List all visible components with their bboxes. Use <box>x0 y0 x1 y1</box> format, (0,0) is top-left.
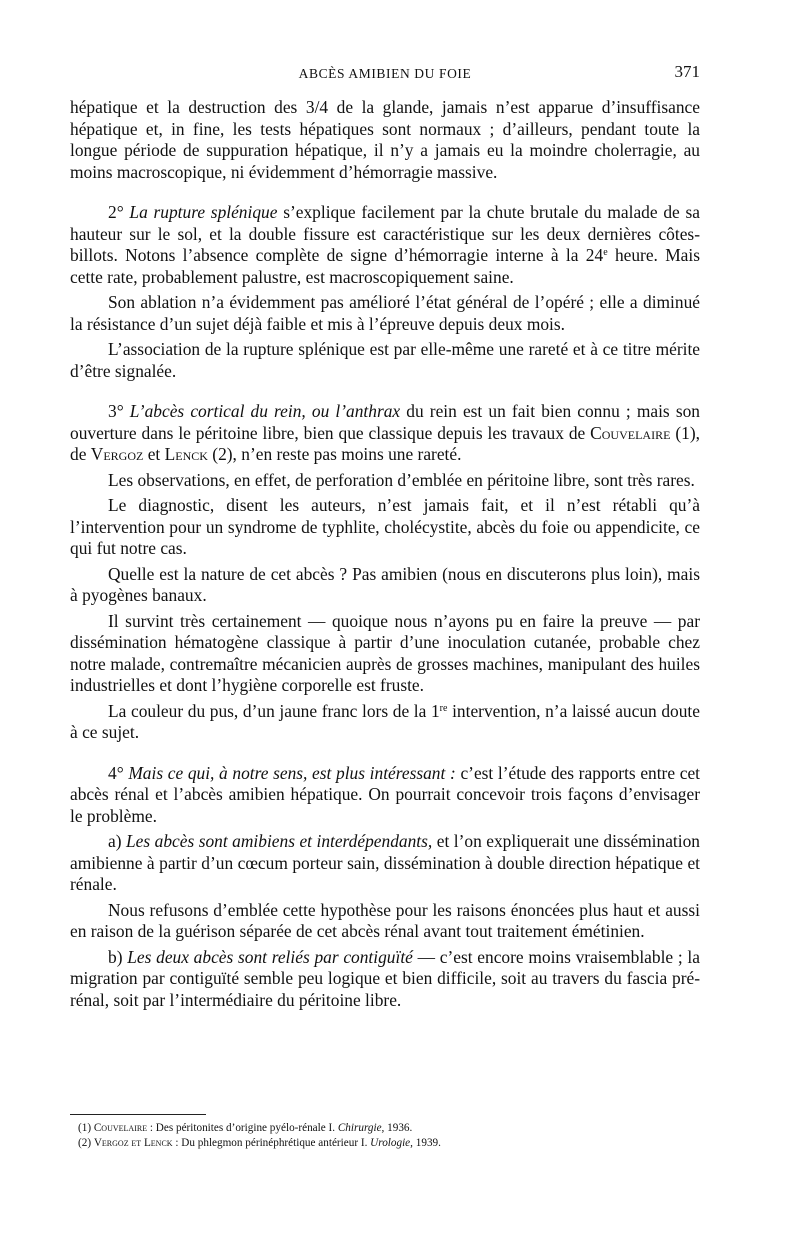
section-number: 3° <box>108 401 124 421</box>
paragraph-pus-color <box>70 701 700 744</box>
list-label: b) <box>108 946 123 967</box>
paragraph-association <box>70 339 700 382</box>
author-name: Couvelaire <box>590 422 671 443</box>
footnote-author: Vergoz et Lenck <box>93 1136 173 1149</box>
paragraph-hypothesis-b <box>70 947 700 1012</box>
footnote <box>78 1121 678 1136</box>
paragraph-refusal <box>70 900 700 943</box>
main-text <box>70 97 700 1011</box>
paragraph-text: Nous refusons d’emblée cette hypothèse pour les raisons énoncées plus haut et aussi en raison de la guérison séparée de cet abcès rénal avant tout traitement émétinien. <box>70 899 700 941</box>
paragraph-text: La couleur du pus, d’un jaune franc lors de la 1 <box>108 700 440 721</box>
paragraph-nature <box>70 564 700 607</box>
superscript: re <box>439 702 448 714</box>
paragraph-text: Son ablation n’a évidemment pas amélioré l’état général de l’opéré ; elle a diminué la résistance d’un sujet déjà faible et mis à l’épreuve depuis deux mois. <box>70 292 700 334</box>
paragraph-text: et <box>147 444 161 464</box>
paragraph-hepatic-function <box>70 97 700 183</box>
paragraph-text: (1), de <box>70 422 700 464</box>
paragraph-text: L’association de la rupture splénique est par elle-même une rareté et à ce titre mérite d’être signalée. <box>70 339 700 381</box>
hypothesis-title: Les abcès sont amibiens et interdépendants, <box>126 831 433 851</box>
section-title: Mais ce qui, à notre sens, est plus intéressant : <box>128 762 456 783</box>
paragraph-text: (2), n’en reste pas moins une rareté. <box>212 444 462 464</box>
footnote-source: Urologie, <box>370 1136 413 1149</box>
section-title: L’abcès cortical du rein, ou l’anthrax <box>129 401 401 421</box>
section-number: 4° <box>108 762 124 783</box>
author-name: Vergoz <box>90 444 144 464</box>
footnote-text: : Des péritonites d’origine pyélo-rénale I. <box>149 1122 336 1134</box>
superscript: e <box>603 247 608 258</box>
footnote-text: : Du phlegmon périnéphrétique antérieur I. <box>175 1136 368 1149</box>
paragraph-text: et l’on expliquerait une dissémination amibienne à partir d’un cœcum porteur sain, dissémination à double direction hépatique et rénale. <box>70 831 700 894</box>
footnotes <box>78 1121 678 1150</box>
footnote-year: 1936. <box>387 1122 413 1134</box>
paragraph-text: Quelle est la nature de cet abcès ? Pas amibien (nous en discuterons plus loin), mais à pyogènes banaux. <box>70 563 700 605</box>
footnote-year: 1939. <box>415 1136 441 1149</box>
paragraph-splenic-rupture <box>70 202 700 288</box>
page-header <box>70 62 700 86</box>
paragraph-text: — c’est encore moins vraisemblable ; la migration par contiguïté semble peu logique et bien difficile, soit au travers du fascia pré-rénal, soit par l’intermédiaire du péritoine libre. <box>70 946 700 1010</box>
paragraph-text: heure. Mais cette rate, probablement palustre, est macroscopiquement saine. <box>70 245 700 287</box>
footnote-divider <box>70 1114 206 1115</box>
footnote <box>78 1136 678 1151</box>
footnote-marker: (2) <box>78 1136 92 1149</box>
paragraph-dissemination <box>70 611 700 697</box>
paragraph-cortical-abscess <box>70 401 700 466</box>
paragraph-text: hépatique et la destruction des 3/4 de la glande, jamais n’est apparue d’insuffisance hépatique et, in fine, les tests hépatiques sont normaux ; d’ailleurs, pendant toute la longue période de suppuration hépatique, il n’y a jamais eu la moindre cholerragie, au moins macroscopique, ni évidemment d’hémorragie massive. <box>70 97 700 182</box>
footnote-marker: (1) <box>78 1122 92 1134</box>
paragraph-relationship <box>70 763 700 828</box>
paragraph-ablation <box>70 292 700 335</box>
paragraph-hypothesis-a <box>70 831 700 896</box>
paragraph-observations <box>70 470 700 492</box>
paragraph-text: du rein est un fait bien connu ; mais son ouverture dans le péritoine libre, bien que classique depuis les travaux de <box>70 401 700 443</box>
paragraph-text: s’explique facilement par la chute brutale du malade de sa hauteur sur le sol, et la double fissure est caractéristique sur les deux dernières côtes-billots. Notons l’absence complète de signe d’hémorragie interne à la 24 <box>70 202 700 265</box>
footnote-source: Chirurgie, <box>337 1122 385 1134</box>
paragraph-text: Il survint très certainement — quoique nous n’ayons pu en faire la preuve — par dissémination hématogène classique à partir d’une inoculation cutanée, probable chez notre malade, contremaître mécanicien auprès de grosses machines, manipulant des huiles industrielles et dont l’hygiène corporelle est fruste. <box>70 610 700 695</box>
running-title: ABCÈS AMIBIEN DU FOIE <box>298 66 472 81</box>
author-name: Lenck <box>164 444 208 464</box>
list-label: a) <box>108 831 122 851</box>
page-number: 371 <box>674 62 700 81</box>
paragraph-text: Le diagnostic, disent les auteurs, n’est jamais fait, et il n’est rétabli qu’à l’intervention pour un syndrome de typhlite, cholécystite, abcès du foie ou appendicite, ce qui fut notre cas. <box>70 495 700 558</box>
section-title: La rupture splénique <box>129 202 278 222</box>
paragraph-diagnosis <box>70 495 700 560</box>
footnote-author: Couvelaire <box>93 1122 148 1134</box>
section-number: 2° <box>108 202 124 222</box>
hypothesis-title: Les deux abcès sont reliés par contiguïté <box>127 946 413 967</box>
paragraph-text: intervention, n’a laissé aucun doute à ce sujet. <box>70 700 700 742</box>
paragraph-text: Les observations, en effet, de perforation d’emblée en péritoine libre, sont très rares. <box>108 469 695 490</box>
paragraph-text: c’est l’étude des rapports entre cet abcès rénal et l’abcès amibien hépatique. On pourrait concevoir trois façons d’envisager le problème. <box>70 762 700 826</box>
